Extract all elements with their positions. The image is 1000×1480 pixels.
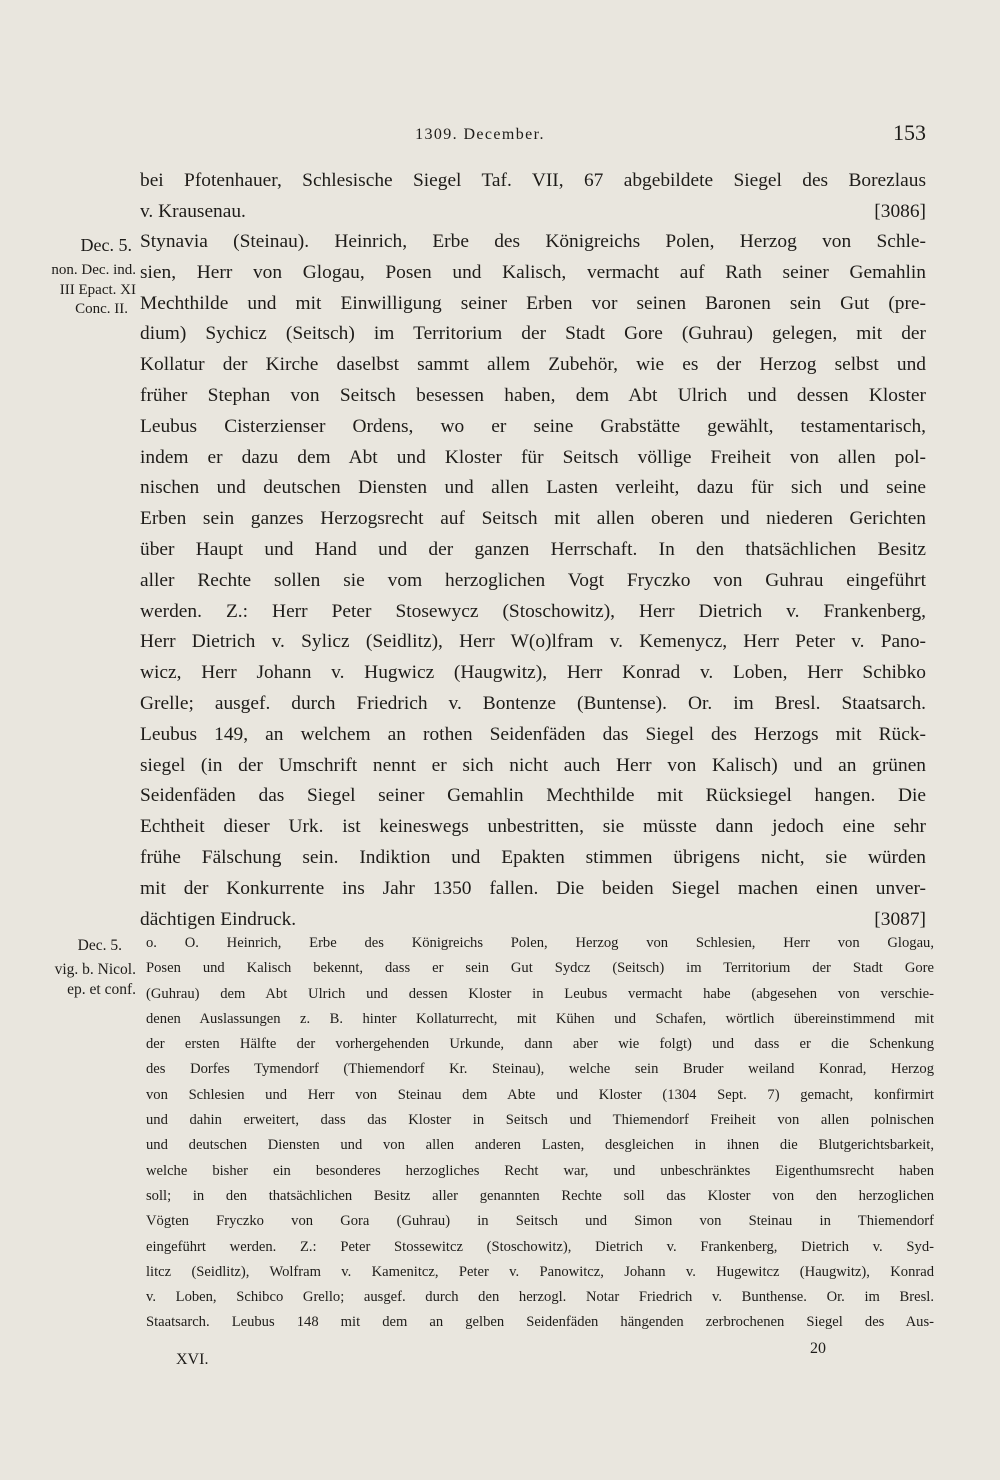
text-line: v. Loben, Schibco Grello; ausgef. durch den herzogl. Notar Friedrich v. Bunthense. Or. im Bresl.	[146, 1289, 934, 1306]
text-line: Herr Dietrich v. Sylicz (Seidlitz), Herr W(o)lfram v. Kemenycz, Herr Peter v. Pano-	[140, 631, 926, 653]
text-line: litcz (Seidlitz), Wolfram v. Kamenitcz, Peter v. Panowitcz, Johann v. Hugewitcz (Haugwitz), Konrad	[146, 1263, 934, 1280]
text-line-content: dächtigen Eindruck.	[140, 908, 297, 930]
text-line: Leubus Cisterzienser Ordens, wo er seine Grabstätte gewählt, testamentarisch,	[140, 415, 926, 437]
text-line: Posen und Kalisch bekennt, dass er sein Gut Sydcz (Seitsch) im Territorium der Stadt Gore	[146, 960, 934, 977]
text-line: o. O. Heinrich, Erbe des Königreichs Polen, Herzog von Schlesien, Herr von Glogau,	[146, 935, 934, 951]
margin-note: Conc. II.	[75, 301, 128, 317]
text-line: Kollatur der Kirche daselbst sammt allem Zubehör, wie es der Herzog selbst und	[140, 354, 926, 376]
text-line: und deutschen Diensten und von allen anderen Lasten, desgleichen in ihnen die Blutgerichtsbarkeit,	[146, 1137, 934, 1154]
text-line: sien, Herr von Glogau, Posen und Kalisch, vermacht auf Rath seiner Gemahlin	[140, 261, 926, 283]
signature-mark: XVI.	[176, 1351, 209, 1368]
text-line: Vögten Fryczko von Gora (Guhrau) in Seitsch und Simon von Steinau in Thiemendorf	[146, 1213, 934, 1230]
intro-continuation	[140, 166, 926, 228]
text-line: eingeführt werden. Z.: Peter Stossewitcz (Stoschowitz), Dietrich v. Frankenberg, Dietrich v. Syd-	[146, 1238, 934, 1255]
margin-date: Dec. 5.	[77, 937, 122, 954]
document-number: [3086]	[874, 200, 926, 222]
text-line: Staatsarch. Leubus 148 mit dem an gelben Seidenfäden hängenden zerbrochenen Siegel des Aus-	[146, 1314, 934, 1331]
margin-note: vig. b. Nicol.	[54, 961, 136, 978]
sheet-number: 20	[810, 1340, 826, 1357]
text-line: frühe Fälschung sein. Indiktion und Epakten stimmen übrigens nicht, sie würden	[140, 846, 926, 868]
margin-date: Dec. 5.	[80, 235, 132, 255]
text-line: der ersten Hälfte der vorhergehenden Urkunde, dann aber wie folgt) und dass er die Schenkung	[146, 1036, 934, 1053]
text-line: Erben sein ganzes Herzogsrecht auf Seitsch mit allen oberen und niederen Gerichten	[140, 508, 926, 530]
text-line	[140, 197, 926, 228]
text-line: denen Auslassungen z. B. hinter Kollaturrecht, mit Kühen und Schafen, wörtlich übereinstimmend mit	[146, 1010, 934, 1027]
text-line: nischen und deutschen Diensten und allen Lasten verleiht, dazu für sich und seine	[140, 477, 926, 499]
text-line: indem er dazu dem Abt und Kloster für Seitsch völlige Freiheit von allen pol-	[140, 446, 926, 468]
text-line: von Schlesien und Herr von Steinau dem Abte und Kloster (1304 Sept. 7) gemacht, konfirmirt	[146, 1086, 934, 1103]
text-line: Mechthilde und mit Einwilligung seiner Erben vor seinen Baronen sein Gut (pre-	[140, 292, 926, 314]
text-line: Echtheit dieser Urk. ist keineswegs unbestritten, sie müsste dann jedoch eine sehr	[140, 816, 926, 838]
text-line-content: v. Krausenau.	[140, 200, 246, 222]
text-line: aller Rechte sollen sie vom herzoglichen Vogt Fryczko von Guhrau eingeführt	[140, 569, 926, 591]
text-line: des Dorfes Tymendorf (Thiemendorf Kr. Steinau), welche sein Bruder weiland Konrad, Herzog	[146, 1061, 934, 1078]
text-line: soll; in den thatsächlichen Besitz aller genannten Rechte soll das Kloster von den herzoglichen	[146, 1187, 934, 1204]
text-line: wicz, Herr Johann v. Hugwicz (Haugwitz), Herr Konrad v. Loben, Herr Schibko	[140, 662, 926, 684]
text-line: Stynavia (Steinau). Heinrich, Erbe des Königreichs Polen, Herzog von Schle-	[140, 231, 926, 252]
running-header: 1309. December.	[415, 126, 545, 143]
margin-note: ep. et conf.	[67, 981, 136, 998]
text-line: dium) Sychicz (Seitsch) im Territorium der Stadt Gore (Guhrau) gelegen, mit der	[140, 323, 926, 345]
margin-note: III Epact. XI	[59, 282, 136, 298]
margin-note: non. Dec. ind.	[51, 262, 136, 278]
text-line: (Guhrau) dem Abt Ulrich und dessen Kloster in Leubus vermacht habe (abgesehen von verschie-	[146, 985, 934, 1002]
text-line: bei Pfotenhauer, Schlesische Siegel Taf. VII, 67 abgebildete Siegel des Borezlaus	[140, 170, 926, 191]
document-number: [3087]	[874, 908, 926, 930]
charter-entry-3087	[140, 227, 926, 935]
text-line: siegel (in der Umschrift nennt er sich nicht auch Herr von Kalisch) und an grünen	[140, 754, 926, 776]
text-line: über Haupt und Hand und der ganzen Herrschaft. In den thatsächlichen Besitz	[140, 538, 926, 560]
text-line: Seidenfäden das Siegel seiner Gemahlin Mechthilde mit Rücksiegel hangen. Die	[140, 785, 926, 807]
text-line: und dahin erweitert, dass das Kloster in Seitsch und Thiemendorf Freiheit von allen polnischen	[146, 1112, 934, 1129]
text-line: welche bisher ein besonderes herzogliches Recht war, und unbeschränktes Eigenthumsrecht haben	[146, 1162, 934, 1179]
text-line: werden. Z.: Herr Peter Stosewycz (Stoschowitz), Herr Dietrich v. Frankenberg,	[140, 600, 926, 622]
page-number: 153	[893, 120, 926, 145]
text-line: mit der Konkurrente ins Jahr 1350 fallen. Die beiden Siegel machen einen unver-	[140, 877, 926, 899]
text-line: früher Stephan von Seitsch besessen haben, dem Abt Ulrich und dessen Kloster	[140, 384, 926, 406]
charter-entry-small-print	[146, 931, 934, 1336]
text-line: Grelle; ausgef. durch Friedrich v. Bontenze (Buntense). Or. im Bresl. Staatsarch.	[140, 692, 926, 714]
text-line: Leubus 149, an welchem an rothen Seidenfäden das Siegel des Herzogs mit Rück-	[140, 723, 926, 745]
